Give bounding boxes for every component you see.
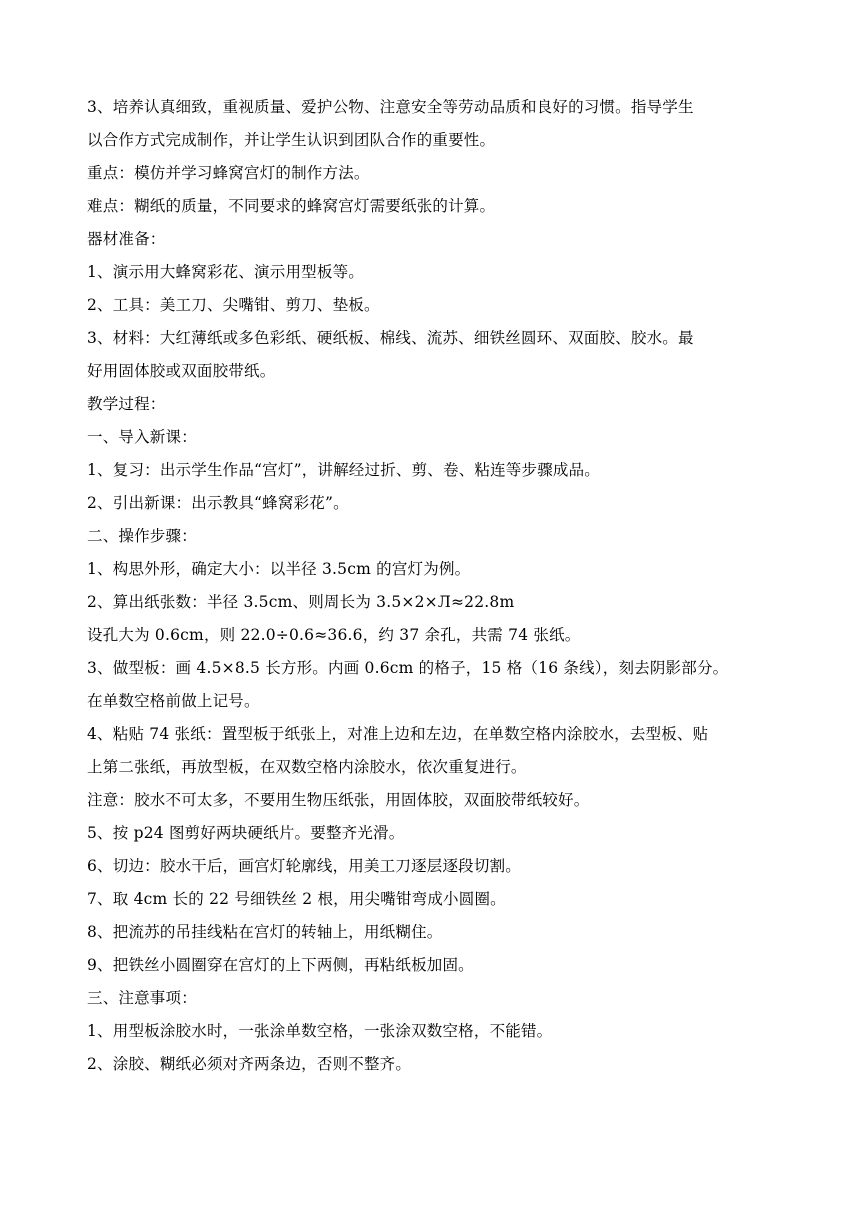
section-heading: 二、操作步骤： bbox=[87, 527, 197, 545]
text-line: 2、引出新课：出示教具“蜂窝彩花”。 bbox=[87, 494, 349, 512]
text-line: 1、演示用大蜂窝彩花、演示用型板等。 bbox=[87, 263, 364, 281]
text-line: 1、用型板涂胶水时，一张涂单数空格，一张涂双数空格，不能错。 bbox=[87, 1022, 553, 1040]
text-line: 2、算出纸张数：半径 3.5cm、则周长为 3.5×2×Л≈22.8m bbox=[87, 593, 515, 611]
text-line: 重点：模仿并学习蜂窝宫灯的制作方法。 bbox=[87, 164, 370, 182]
section-heading: 教学过程： bbox=[87, 395, 166, 413]
section-heading: 一、导入新课： bbox=[87, 428, 197, 446]
text-line: 难点：糊纸的质量，不同要求的蜂窝宫灯需要纸张的计算。 bbox=[87, 197, 496, 215]
text-line: 3、材料：大红薄纸或多色彩纸、硬纸板、棉线、流苏、细铁丝圆环、双面胶、胶水。最 bbox=[87, 329, 694, 347]
document-page bbox=[87, 91, 777, 1081]
text-line: 上第二张纸，再放型板，在双数空格内涂胶水，依次重复进行。 bbox=[87, 758, 527, 776]
text-line: 注意：胶水不可太多，不要用生物压纸张，用固体胶，双面胶带纸较好。 bbox=[87, 791, 590, 809]
text-line: 3、培养认真细致，重视质量、爱护公物、注意安全等劳动品质和良好的习惯。指导学生 bbox=[87, 98, 694, 116]
text-line: 8、把流苏的吊挂线粘在宫灯的转轴上，用纸糊住。 bbox=[87, 923, 443, 941]
text-line: 2、涂胶、糊纸必须对齐两条边，否则不整齐。 bbox=[87, 1055, 412, 1073]
text-line: 1、构思外形，确定大小：以半径 3.5cm 的宫灯为例。 bbox=[87, 560, 471, 578]
text-line: 7、取 4cm 长的 22 号细铁丝 2 根，用尖嘴钳弯成小圆圈。 bbox=[87, 890, 506, 908]
text-line: 以合作方式完成制作，并让学生认识到团队合作的重要性。 bbox=[87, 131, 496, 149]
text-line: 9、把铁丝小圆圈穿在宫灯的上下两侧，再粘纸板加固。 bbox=[87, 956, 474, 974]
text-line: 2、工具：美工刀、尖嘴钳、剪刀、垫板。 bbox=[87, 296, 380, 314]
section-heading: 三、注意事项： bbox=[87, 989, 197, 1007]
text-line: 4、粘贴 74 张纸：置型板于纸张上，对准上边和左边，在单数空格内涂胶水，去型板、贴 bbox=[87, 725, 709, 743]
text-line: 5、按 p24 图剪好两块硬纸片。要整齐光滑。 bbox=[87, 824, 405, 842]
text-line: 3、做型板：画 4.5×8.5 长方形。内画 0.6cm 的格子，15 格（16 条线），刻去阴影部分。 bbox=[87, 659, 729, 677]
text-line: 1、复习：出示学生作品“宫灯”，讲解经过折、剪、卷、粘连等步骤成品。 bbox=[87, 461, 601, 479]
text-line: 好用固体胶或双面胶带纸。 bbox=[87, 362, 276, 380]
text-line: 在单数空格前做上记号。 bbox=[87, 692, 260, 710]
text-line: 6、切边：胶水干后，画宫灯轮廓线，用美工刀逐层逐段切割。 bbox=[87, 857, 521, 875]
section-heading: 器材准备： bbox=[87, 230, 166, 248]
text-line: 设孔大为 0.6cm，则 22.0÷0.6≈36.6，约 37 余孔，共需 74 张纸。 bbox=[87, 626, 581, 644]
